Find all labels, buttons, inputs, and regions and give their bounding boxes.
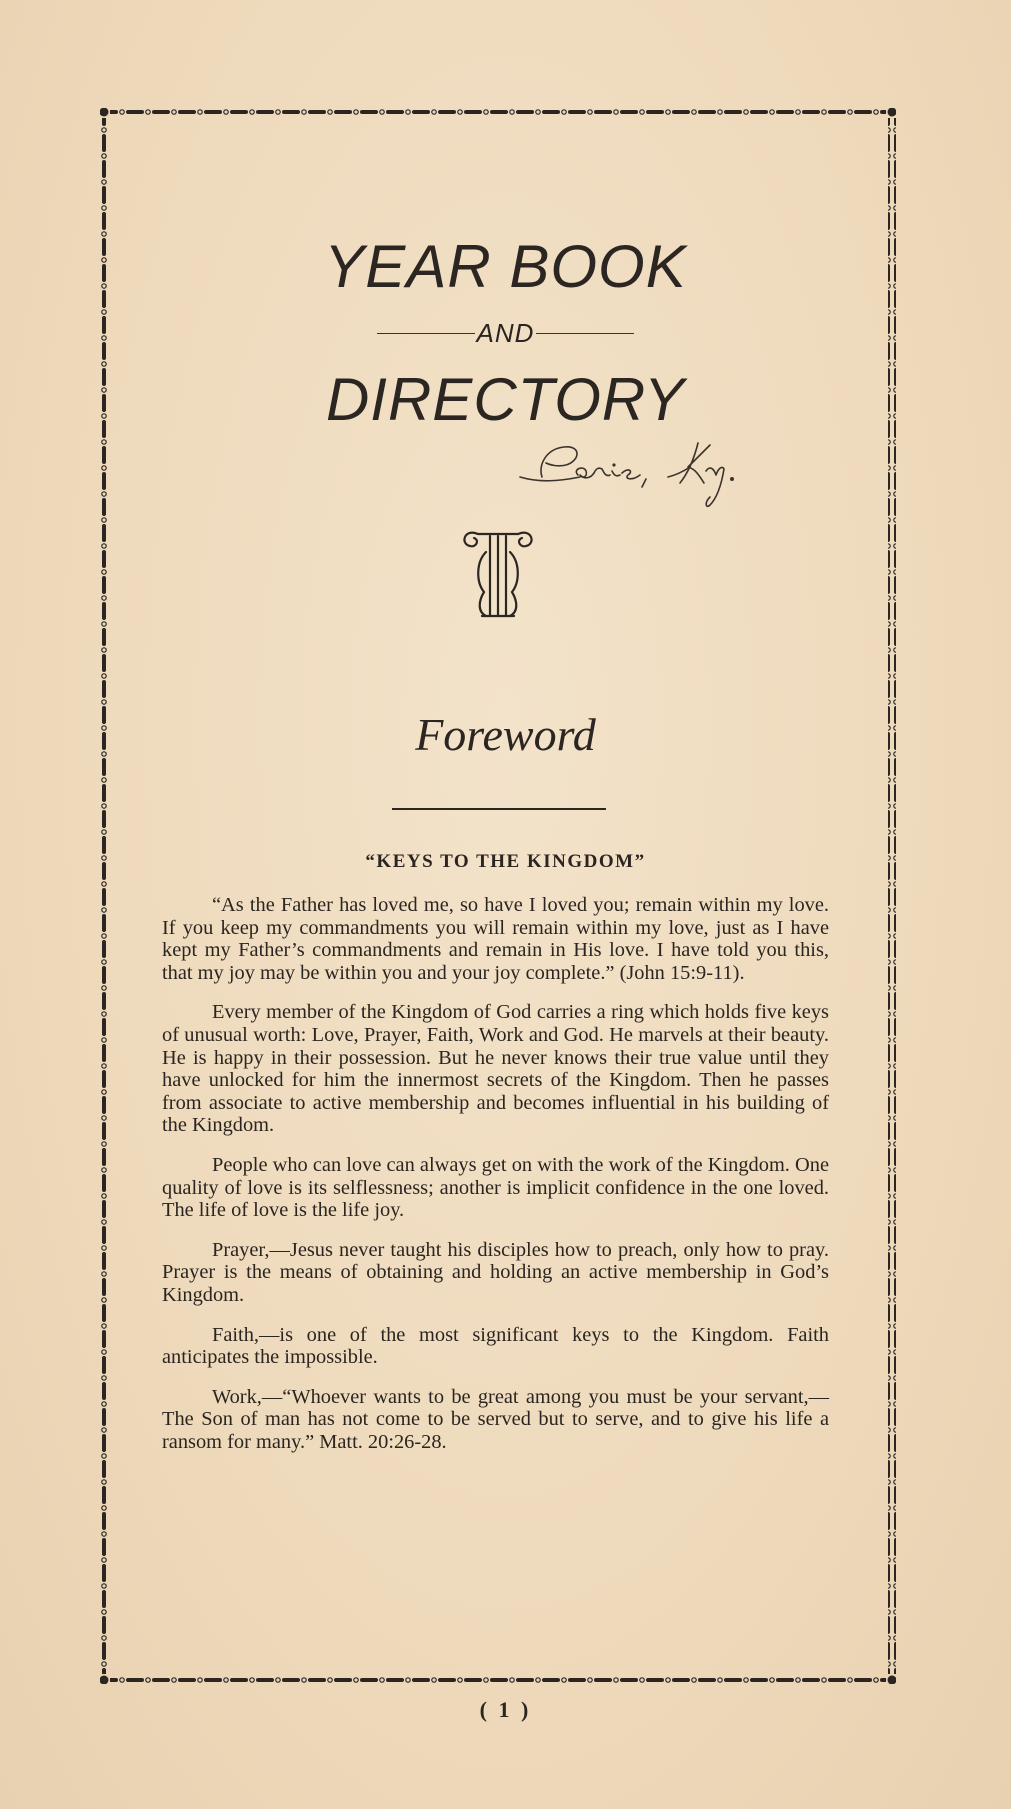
paragraph: Faith,—is one of the most significant keys to the Kingdom. Faith anticipates the impossible.	[162, 1323, 829, 1369]
paragraph: Prayer,—Jesus never taught his disciples how to preach, only how to pray. Prayer is the means of obtaining and holding an active membership in God’s Kingdom.	[162, 1238, 829, 1306]
title-year-book: YEAR BOOK	[324, 233, 687, 300]
left-rule	[377, 333, 475, 335]
paragraph: People who can love can always get on with the work of the Kingdom. One quality of love is its selflessness; another is implicit confidence in the one loved. The life of love is the life joy.	[162, 1153, 829, 1222]
title-directory: DIRECTORY	[325, 366, 686, 433]
foreword-heading: Foreword	[415, 709, 596, 760]
title-and-row	[0, 318, 1011, 349]
section-heading: “KEYS TO THE KINGDOM”	[365, 851, 646, 872]
ornament-icon	[458, 522, 538, 627]
paragraph: “As the Father has loved me, so have I loved you; remain within my love. If you keep my commandments you will remain within my love, just as I have kept my Father’s commandments and remain in His love. I have told you this, that my joy may be within you and your joy complete.” (John 15:9-11).	[162, 894, 829, 984]
body-text	[162, 894, 829, 1470]
paragraph: Every member of the Kingdom of God carries a ring which holds five keys of unusual worth: Love, Prayer, Faith, Work and God. He marvels at their beauty. He is happy in their possession. But he never knows their true value until they have unlocked for him the innermost secrets of the Kingdom. Then he passes from associate to active membership and becomes influential in his building of the Kingdom.	[162, 1001, 829, 1137]
handwritten-note	[510, 425, 830, 515]
heading-divider	[392, 808, 606, 810]
right-rule	[536, 333, 634, 335]
page-number: ( 1 )	[479, 1697, 532, 1722]
title-and: AND	[476, 318, 535, 348]
paragraph: Work,—“Whoever wants to be great among you must be your servant,—The Son of man has not come to be served but to serve, and to give his life a ransom for many.” Matt. 20:26-28.	[162, 1385, 829, 1453]
